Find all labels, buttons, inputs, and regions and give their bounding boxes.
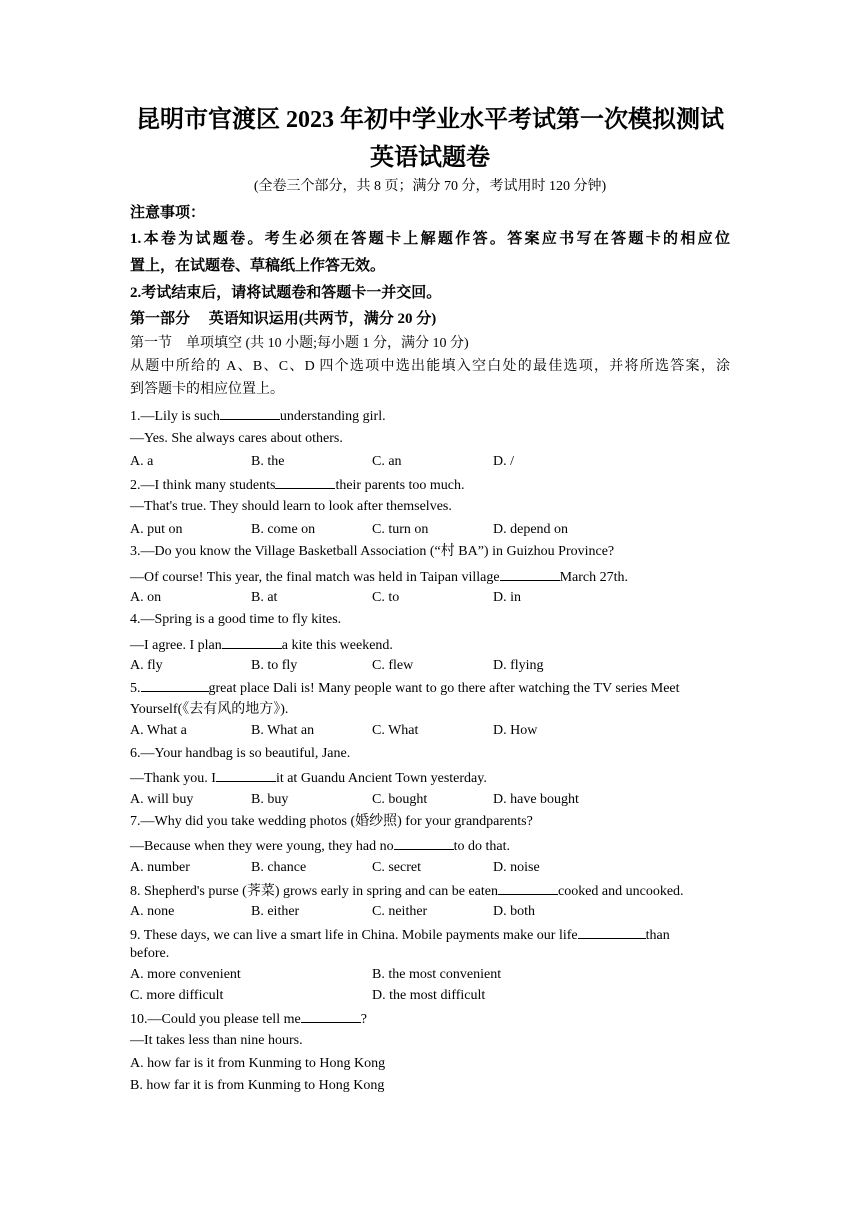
question-4: 4.—Spring is a good time to fly kites. bbox=[130, 612, 342, 627]
option-d: D. both bbox=[493, 904, 535, 919]
question-text: 10.—Could you please tell me bbox=[130, 1012, 301, 1027]
question-text: 9. These days, we can live a smart life in China. Mobile payments make our life bbox=[130, 928, 578, 943]
question-3: 3.—Do you know the Village Basketball Association (“村 BA”) in Guizhou Province? bbox=[130, 544, 615, 559]
question-text: —Thank you. I bbox=[130, 771, 216, 786]
option-d: D. flying bbox=[493, 658, 544, 673]
question-text: —Because when they were young, they had no bbox=[130, 839, 394, 854]
option-a: A. a bbox=[130, 454, 154, 469]
question-3-reply bbox=[130, 567, 730, 587]
question-4-reply bbox=[130, 635, 730, 655]
option-b: B. to fly bbox=[251, 658, 298, 673]
option-d: D. in bbox=[493, 590, 521, 605]
question-text: March 27th. bbox=[559, 570, 629, 585]
section1-heading: 第一节 单项填空 (共 10 小题;每小题 1 分，满分 10 分) bbox=[130, 336, 469, 351]
option-b: B. come on bbox=[251, 522, 316, 537]
option-d: D. How bbox=[493, 723, 538, 738]
option-b: B. chance bbox=[251, 860, 307, 875]
question-1-options bbox=[130, 453, 730, 471]
question-9-options-row2 bbox=[130, 987, 730, 1005]
question-8-options bbox=[130, 903, 730, 921]
option-d: D. the most difficult bbox=[372, 988, 486, 1003]
question-1 bbox=[130, 406, 730, 426]
question-10-reply: —It takes less than nine hours. bbox=[130, 1033, 303, 1048]
notice-item-2: 2.考试结束后，请将试题卷和答题卡一并交回。 bbox=[130, 285, 442, 301]
question-text: great place Dali is! Many people want to go there after watching the TV series Meet bbox=[208, 681, 680, 696]
option-d: D. depend on bbox=[493, 522, 569, 537]
question-9 bbox=[130, 925, 730, 945]
question-7: 7.—Why did you take wedding photos (婚纱照) for your grandparents? bbox=[130, 814, 533, 829]
question-3-options bbox=[130, 589, 730, 607]
option-b: B. how far it is from Kunming to Hong Kong bbox=[130, 1078, 385, 1093]
question-text: to do that. bbox=[453, 839, 510, 854]
question-6-reply bbox=[130, 768, 730, 788]
option-d: D. have bought bbox=[493, 792, 579, 807]
option-b: B. the bbox=[251, 454, 285, 469]
question-7-reply bbox=[130, 836, 730, 856]
question-1-reply: —Yes. She always cares about others. bbox=[130, 431, 343, 446]
question-5 bbox=[130, 678, 730, 698]
question-text: understanding girl. bbox=[279, 409, 386, 424]
notice-heading: 注意事项： bbox=[130, 205, 206, 221]
option-d: D. / bbox=[493, 454, 514, 469]
option-d: D. noise bbox=[493, 860, 540, 875]
instructions: 从题中所给的 A、B、C、D 四个选项中选出能填入空白处的最佳选项，并将所选答案，涂 bbox=[130, 359, 730, 374]
question-text: ? bbox=[360, 1012, 367, 1027]
option-c: C. What bbox=[372, 723, 419, 738]
option-c: C. to bbox=[372, 590, 400, 605]
question-text: a kite this weekend. bbox=[281, 638, 393, 653]
option-c: C. an bbox=[372, 454, 402, 469]
answer-blank bbox=[498, 881, 558, 895]
option-c: C. secret bbox=[372, 860, 421, 875]
answer-blank bbox=[216, 768, 276, 782]
exam-subject-title: 英语试题卷 bbox=[370, 145, 490, 171]
answer-blank bbox=[394, 836, 454, 850]
option-b: B. either bbox=[251, 904, 300, 919]
answer-blank bbox=[301, 1009, 361, 1023]
question-text: —Of course! This year, the final match was held in Taipan village bbox=[130, 570, 500, 585]
option-b: B. at bbox=[251, 590, 278, 605]
option-c: C. bought bbox=[372, 792, 428, 807]
question-4-options bbox=[130, 657, 730, 675]
question-9-cont: before. bbox=[130, 946, 170, 961]
question-10 bbox=[130, 1009, 730, 1029]
answer-blank bbox=[222, 635, 282, 649]
answer-blank bbox=[275, 475, 335, 489]
option-a: A. on bbox=[130, 590, 162, 605]
notice-item-1-cont: 置上，在试题卷、草稿纸上作答无效。 bbox=[130, 258, 386, 274]
question-2 bbox=[130, 475, 730, 495]
option-a: A. will buy bbox=[130, 792, 194, 807]
option-b: B. What an bbox=[251, 723, 315, 738]
option-a: A. none bbox=[130, 904, 175, 919]
question-5-cont: Yourself(《去有风的地方》). bbox=[130, 702, 289, 717]
option-a: A. how far is it from Kunming to Hong Kong bbox=[130, 1056, 386, 1071]
option-a: A. more convenient bbox=[130, 967, 241, 982]
question-text: than bbox=[645, 928, 670, 943]
instructions-cont: 到答题卡的相应位置上。 bbox=[130, 382, 284, 397]
question-6-options bbox=[130, 791, 730, 809]
option-b: B. the most convenient bbox=[372, 967, 502, 982]
question-text: cooked and uncooked. bbox=[557, 884, 684, 899]
question-text: it at Guandu Ancient Town yesterday. bbox=[275, 771, 487, 786]
option-c: C. more difficult bbox=[130, 988, 224, 1003]
option-a: A. put on bbox=[130, 522, 183, 537]
answer-blank bbox=[141, 678, 209, 692]
notice-item-1: 1.本卷为试题卷。考生必须在答题卡上解题作答。答案应书写在答题卡的相应位 bbox=[130, 231, 730, 247]
option-b: B. buy bbox=[251, 792, 289, 807]
question-2-options bbox=[130, 521, 730, 539]
question-7-options bbox=[130, 859, 730, 877]
question-2-reply: —That's true. They should learn to look after themselves. bbox=[130, 499, 452, 514]
option-c: C. turn on bbox=[372, 522, 429, 537]
question-text: 2.—I think many students bbox=[130, 478, 276, 493]
question-text: —I agree. I plan bbox=[130, 638, 222, 653]
question-text: 8. Shepherd's purse (荠菜) grows early in spring and can be eaten bbox=[130, 884, 498, 899]
exam-title: 昆明市官渡区 2023 年初中学业水平考试第一次模拟测试 bbox=[136, 107, 724, 133]
question-text: their parents too much. bbox=[335, 478, 465, 493]
option-a: A. What a bbox=[130, 723, 187, 738]
option-a: A. fly bbox=[130, 658, 163, 673]
question-6: 6.—Your handbag is so beautiful, Jane. bbox=[130, 746, 351, 761]
option-a: A. number bbox=[130, 860, 190, 875]
option-c: C. flew bbox=[372, 658, 414, 673]
option-c: C. neither bbox=[372, 904, 428, 919]
question-text: 1.—Lily is such bbox=[130, 409, 220, 424]
question-9-options-row1 bbox=[130, 966, 730, 984]
question-text: 5. bbox=[130, 681, 141, 696]
answer-blank bbox=[578, 925, 646, 939]
question-8 bbox=[130, 881, 730, 901]
part1-heading: 第一部分 英语知识运用(共两节，满分 20 分) bbox=[130, 311, 437, 327]
exam-info: (全卷三个部分，共 8 页；满分 70 分，考试用时 120 分钟) bbox=[253, 179, 607, 194]
question-5-options bbox=[130, 722, 730, 740]
answer-blank bbox=[220, 406, 280, 420]
answer-blank bbox=[500, 567, 560, 581]
